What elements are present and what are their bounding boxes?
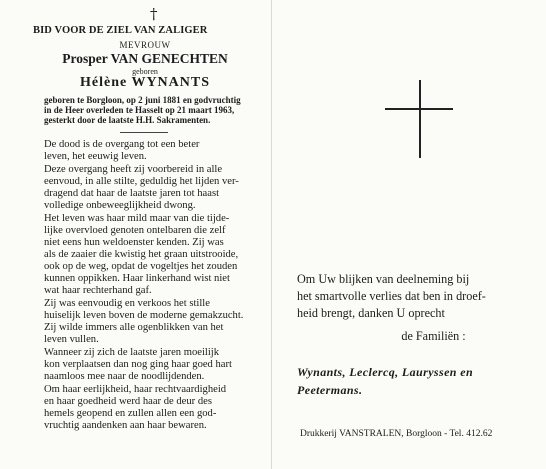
title-mevrouw: MEVROUW xyxy=(119,40,171,50)
dates-line: geboren te Borgloon, op 2 juni 1881 en godvruchtig xyxy=(44,95,241,105)
text-line: huiselijk leven boven de moderne gemakzucht. xyxy=(44,310,244,321)
familien-label: de Familiën : xyxy=(401,329,466,343)
printer-credit: Drukkerij VANSTRALEN, Borgloon - Tel. 412.62 xyxy=(300,429,493,439)
text-line: eenvoud, in alle stilte, geduldig het lijden ver- xyxy=(44,176,239,187)
thanks-line: Om Uw blijken van deelneming bij xyxy=(297,272,470,286)
husband-name: Prosper VAN GENECHTEN xyxy=(62,51,228,66)
cross-icon xyxy=(385,80,453,158)
text-line: De dood is de overgang tot een beter xyxy=(44,139,200,150)
text-line: Om haar eerlijkheid, haar rechtvaardigheid xyxy=(44,384,227,395)
text-line: niet eens hun weldoenster kenden. Zij was xyxy=(44,237,224,248)
text-line: Wanneer zij zich de laatste jaren moeilijk xyxy=(44,347,220,358)
text-line: vruchtig aandenken aan haar bewaren. xyxy=(44,420,207,431)
text-line: wat haar rechterhand gaf. xyxy=(44,285,152,296)
text-line: kon verplaatsen dan nog ging haar goed hart xyxy=(44,359,232,370)
memorial-text xyxy=(44,139,280,432)
text-line: ook op de weg, opdat de vogeltjes het zouden xyxy=(44,261,238,272)
text-line: leven, het eeuwig leven. xyxy=(44,151,147,162)
divider-rule xyxy=(120,132,168,133)
text-line: Deze overgang heeft zij voorbereid in alle xyxy=(44,164,223,175)
birth-death-dates xyxy=(44,96,284,125)
text-line: volledige onbeweeglijkheid dwong. xyxy=(44,200,196,211)
deceased-name: Hélène WYNANTS xyxy=(79,75,211,90)
text-line: dragend dat haar de laatste jaren tot haast xyxy=(44,188,220,199)
text-line: en haar goedheid werd haar de deur des xyxy=(44,396,212,407)
text-line: naamloos mee naar de noodlijdenden. xyxy=(44,371,205,382)
text-line: als de zaaier die kwistig het graan uitstrooide, xyxy=(44,249,239,260)
family-names xyxy=(297,363,542,399)
dates-line: in de Heer overleden te Hasselt op 21 maart 1963, xyxy=(44,104,235,115)
text-line: leven vullen. xyxy=(44,334,99,345)
thanks-line: het smartvolle verlies dat ben in droef- xyxy=(297,289,486,303)
text-line: kunnen oppikken. Haar linkerhand wist niet xyxy=(44,273,230,284)
small-cross-icon: † xyxy=(150,5,158,23)
dates-line: gesterkt door de laatste H.H. Sakramenten. xyxy=(44,114,211,125)
thanks-message xyxy=(297,271,542,345)
family-line: Peetermans. xyxy=(297,383,363,397)
geboren-label: geboren xyxy=(132,67,158,76)
card-heading: BID VOOR DE ZIEL VAN ZALIGER xyxy=(33,25,208,36)
text-line: Zij wilde immers alle ogenblikken van het xyxy=(44,322,224,333)
text-line: lijke overvloed genoten ontelbaren die zelf xyxy=(44,225,226,236)
family-line: Wynants, Leclercq, Lauryssen en xyxy=(297,365,474,379)
text-line: Zij was eenvoudig en verkoos het stille xyxy=(44,298,210,309)
thanks-line: heid brengt, danken U oprecht xyxy=(297,306,445,320)
text-line: hemels geopend en zullen allen een god- xyxy=(44,408,217,419)
text-line: Het leven was haar mild maar van die tijde- xyxy=(44,213,230,224)
